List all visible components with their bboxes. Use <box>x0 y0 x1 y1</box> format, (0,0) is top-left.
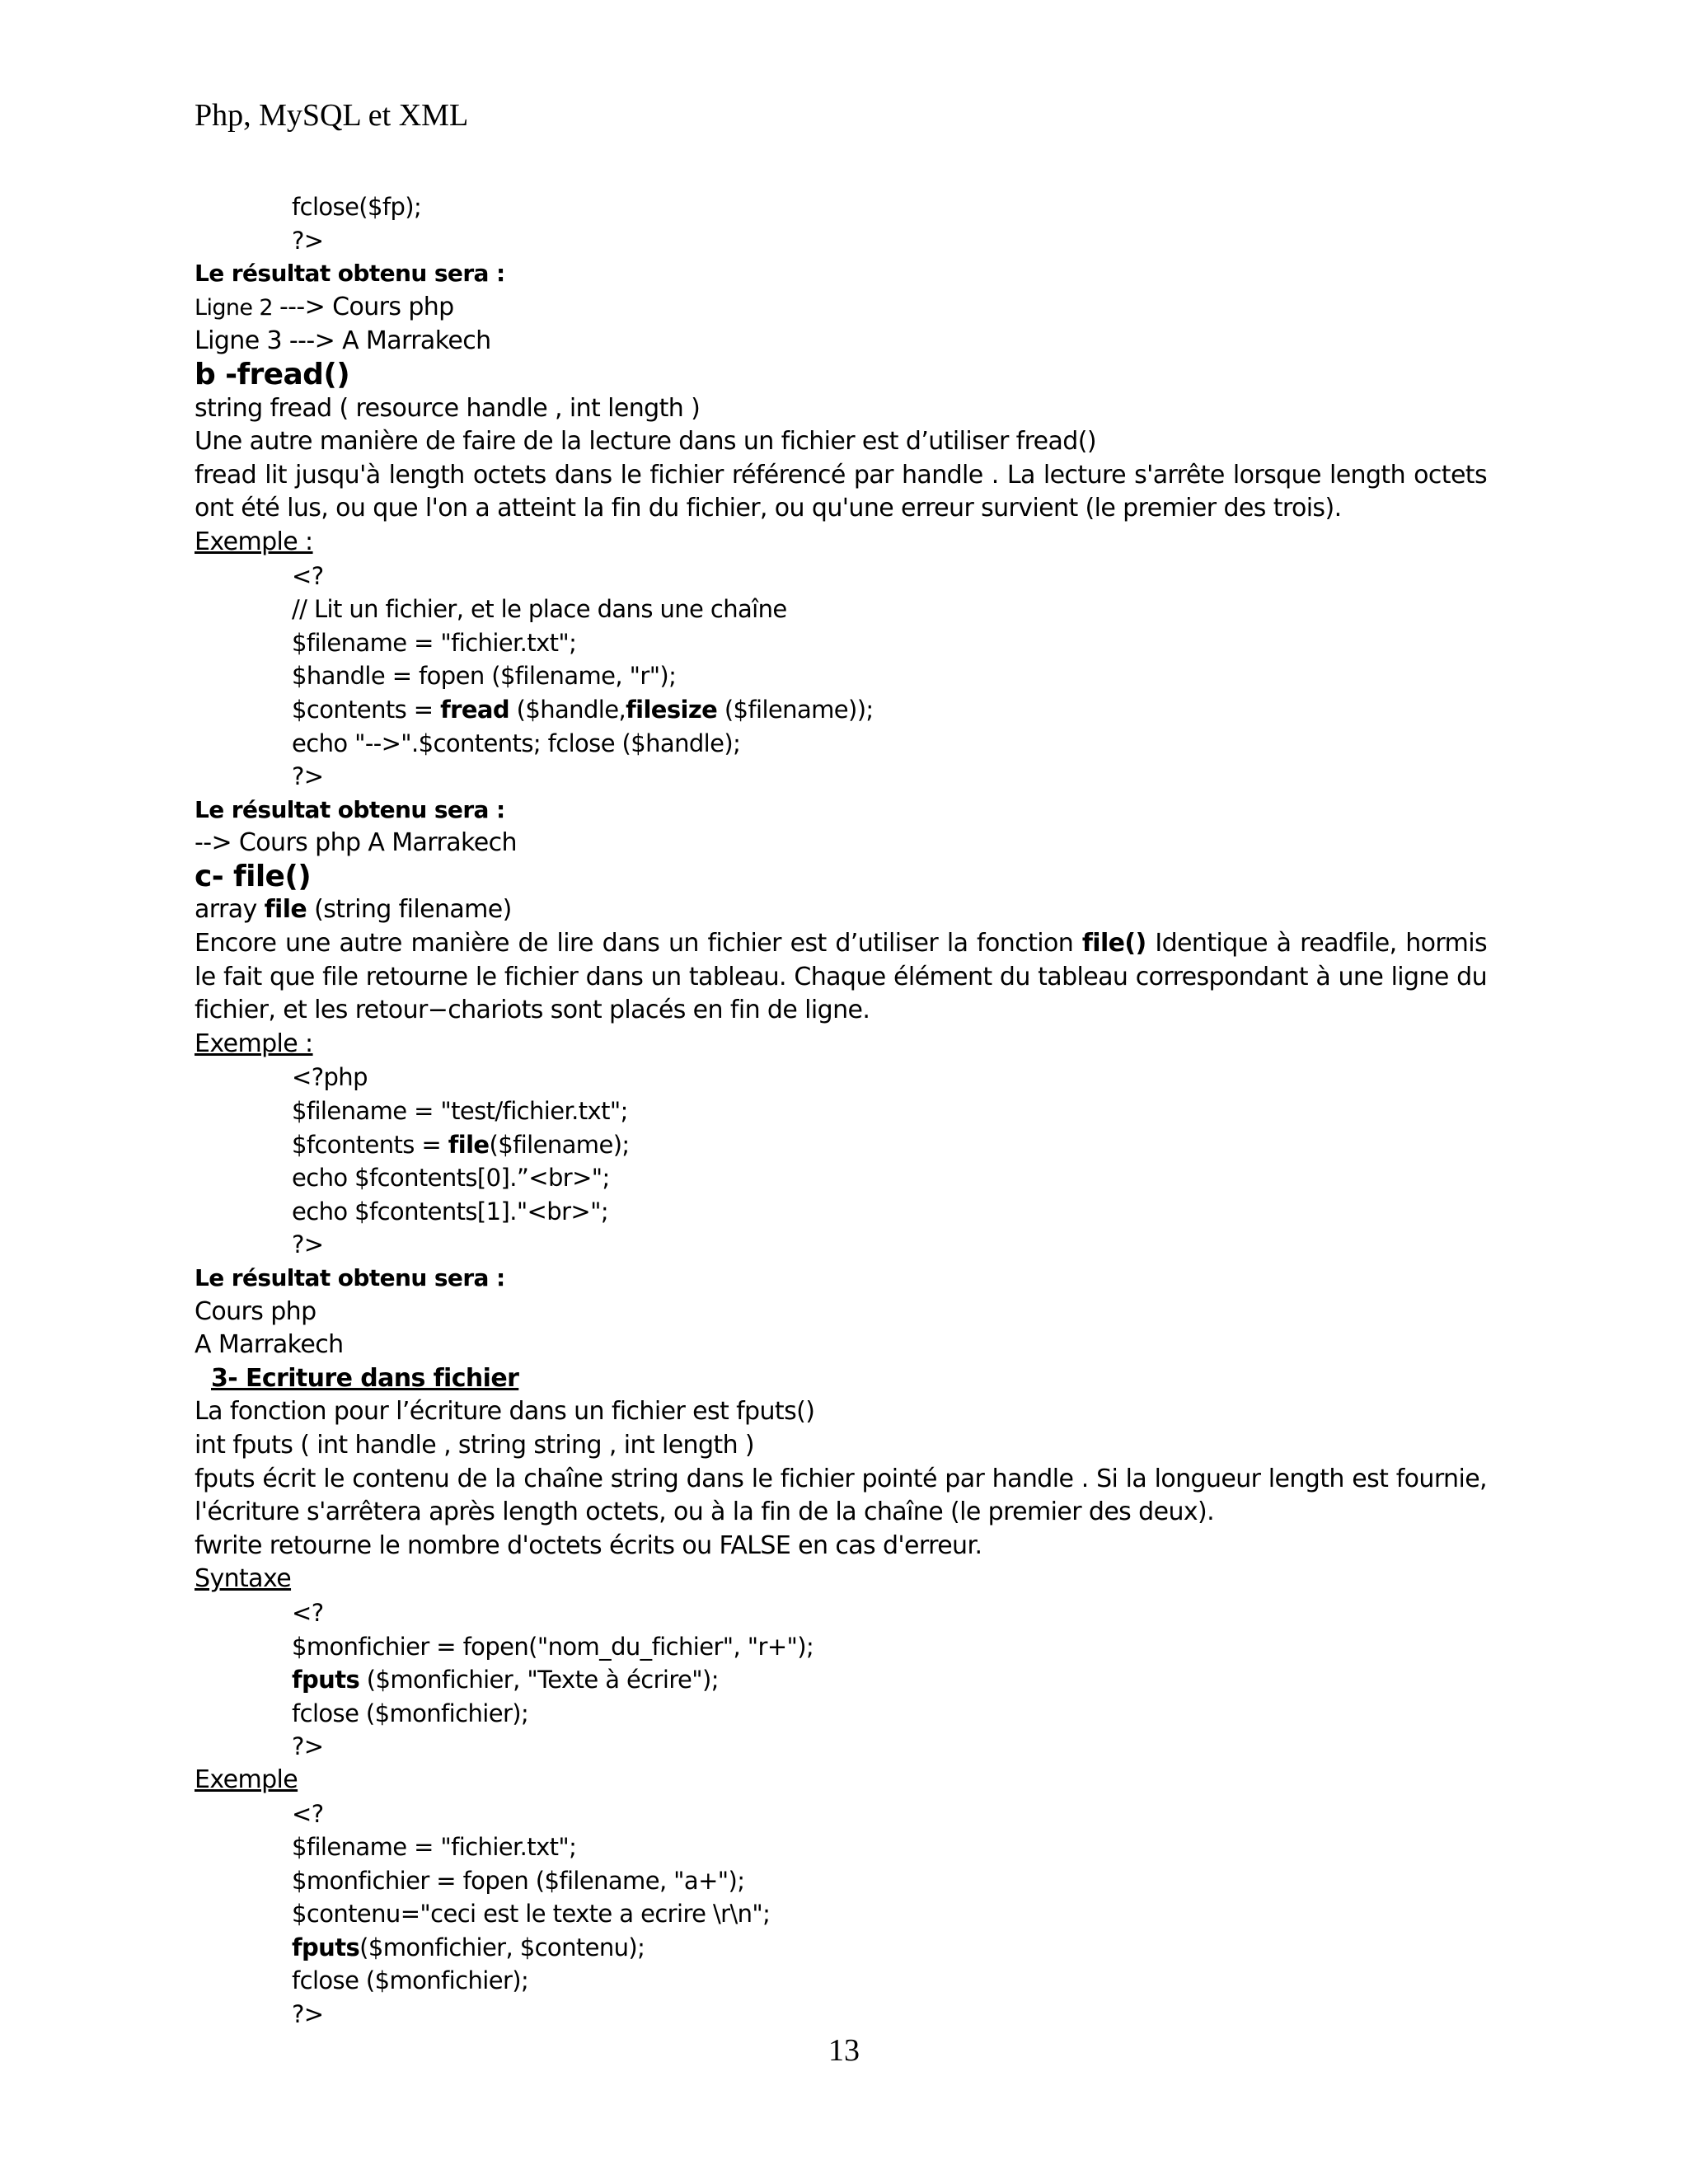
code-line: $monfichier = fopen ($filename, "a+"); <box>292 1866 745 1895</box>
code-line: echo "-->".$contents; fclose ($handle); <box>292 729 741 757</box>
code-line: echo $fcontents[1]."<br>"; <box>292 1197 608 1226</box>
code-line: fclose($fp); <box>292 193 422 221</box>
code-line: ?> <box>292 1732 324 1761</box>
code-line: fputs ($monfichier, "Texte à écrire"); <box>292 1666 719 1694</box>
section-heading-file: c- file() <box>195 859 312 893</box>
result-label: Le résultat obtenu sera : <box>195 260 505 288</box>
code-line: echo $fcontents[0].”<br>"; <box>292 1164 610 1193</box>
code-line: $contents = fread ($handle,filesize ($filename)); <box>292 695 874 724</box>
text-line: La fonction pour l’écriture dans un fichier est fputs() <box>195 1397 815 1427</box>
example-label: Exemple <box>195 1765 298 1794</box>
code-line: $handle = fopen ($filename, "r"); <box>292 662 677 691</box>
section-heading-fread: b -fread() <box>195 357 350 391</box>
code-line: $contenu="ceci est le texte a ecrire \r\n"; <box>292 1900 771 1929</box>
code-line: fputs($monfichier, $contenu); <box>292 1933 645 1961</box>
output-line: --> Cours php A Marrakech <box>195 828 517 858</box>
code-line: $filename = "fichier.txt"; <box>292 628 577 657</box>
result-label: Le résultat obtenu sera : <box>195 795 505 823</box>
code-line: <?php <box>292 1063 368 1092</box>
page-number: 13 <box>828 2033 860 2068</box>
output-line: Cours php <box>195 1296 316 1326</box>
code-line: $fcontents = file($filename); <box>292 1130 630 1159</box>
code-line: ?> <box>292 1230 324 1259</box>
code-line: <? <box>292 1598 324 1627</box>
code-line: ?> <box>292 762 324 791</box>
paragraph: fputs écrit le contenu de la chaîne string dans le fichier pointé par handle . Si la longueur length est fournie, l'écriture s'arrêtera après length octets, ou à la fin de la chaîne (le premier des deux). <box>195 1464 1487 1527</box>
code-line: fclose ($monfichier); <box>292 1699 529 1727</box>
output-line: A Marrakech <box>195 1330 344 1360</box>
example-label: Exemple : <box>195 527 313 556</box>
example-label: Exemple : <box>195 1029 313 1058</box>
signature-line: array file (string filename) <box>195 895 512 925</box>
running-header: Php, MySQL et XML <box>195 98 469 133</box>
paragraph: fread lit jusqu'à length octets dans le fichier référencé par handle . La lecture s'arrête lorsque length octets ont été lus, ou que l'on a atteint la fin du fichier, ou qu'une erreur survient (le premier des trois). <box>195 460 1487 523</box>
section-heading-ecriture: 3- Ecriture dans fichier <box>211 1363 519 1393</box>
code-line: $filename = "test/fichier.txt"; <box>292 1097 628 1126</box>
code-line: <? <box>292 561 324 590</box>
signature-line: int fputs ( int handle , string string , int length ) <box>195 1430 755 1460</box>
code-line: $monfichier = fopen("nom_du_fichier", "r+"); <box>292 1632 814 1661</box>
result-label: Le résultat obtenu sera : <box>195 1264 505 1291</box>
code-line: <? <box>292 1799 324 1828</box>
output-line: Ligne 2 ---> Cours php <box>195 292 454 321</box>
signature-line: string fread ( resource handle , int length ) <box>195 393 701 423</box>
text-line: fwrite retourne le nombre d'octets écrits ou FALSE en cas d'erreur. <box>195 1530 982 1560</box>
code-line: ?> <box>292 2000 324 2029</box>
text-line: Une autre manière de faire de la lecture dans un fichier est d’utiliser fread() <box>195 427 1096 457</box>
paragraph: Encore une autre manière de lire dans un fichier est d’utiliser la fonction file() Identique à readfile, hormis le fait que file retourne le fichier dans un tableau. Chaque élément du tableau correspondant à une ligne du fichier, et les retour−chariots sont placés en fin de ligne. <box>195 929 1487 1025</box>
code-line: // Lit un fichier, et le place dans une chaîne <box>292 595 787 624</box>
page-content <box>195 190 1487 2032</box>
syntax-label: Syntaxe <box>195 1564 292 1594</box>
code-line: fclose ($monfichier); <box>292 1966 529 1995</box>
code-line: ?> <box>292 226 324 255</box>
code-line: $filename = "fichier.txt"; <box>292 1833 577 1862</box>
output-line: Ligne 3 ---> A Marrakech <box>195 326 491 356</box>
